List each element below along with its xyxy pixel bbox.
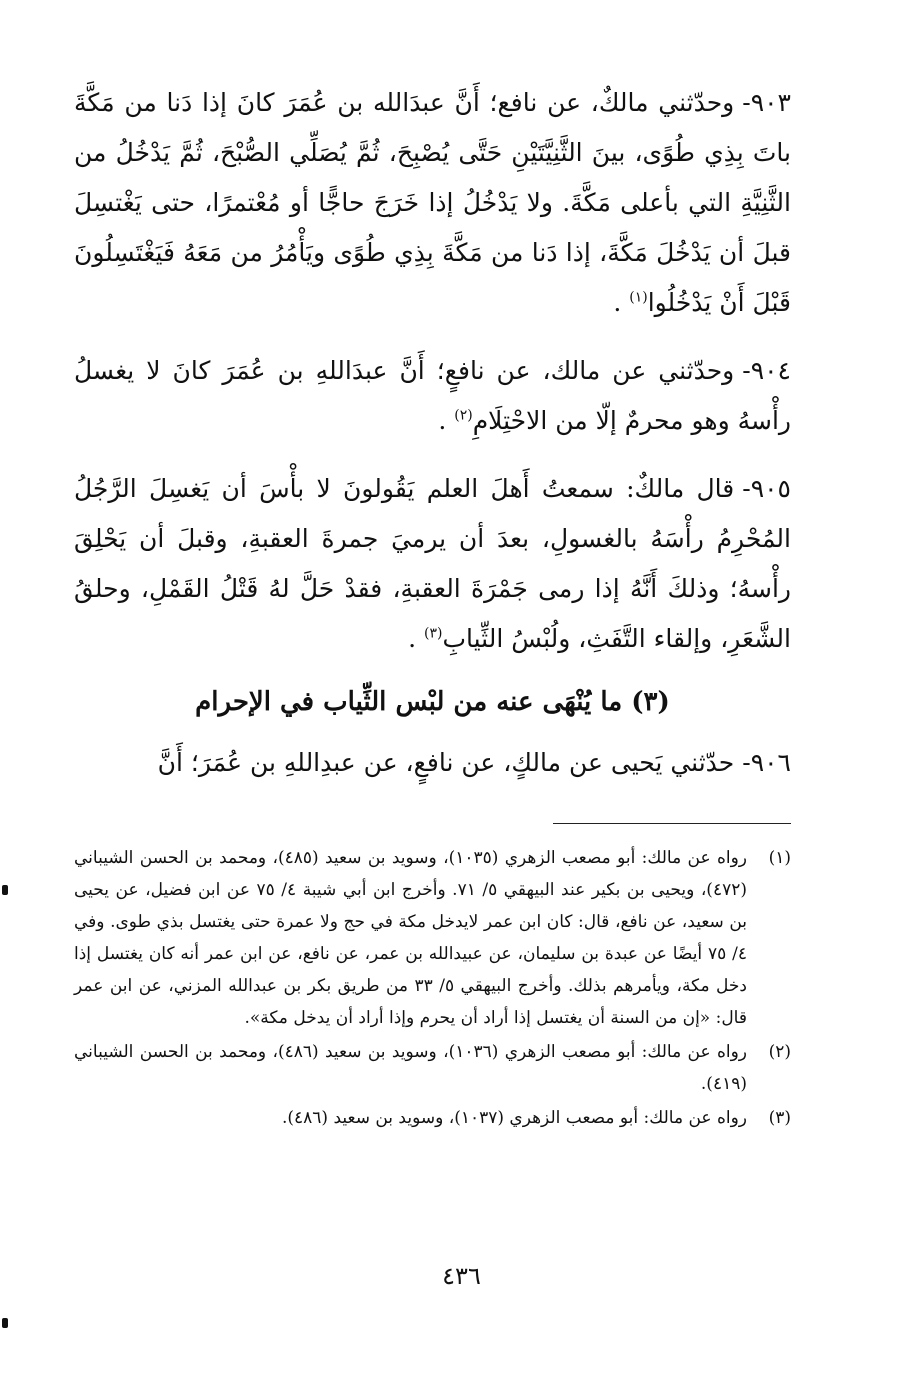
hadith-number: ٩٠٥- [742, 474, 791, 503]
footnote-ref[interactable]: (١) [629, 289, 648, 306]
hadith-text: حدّثني يَحيى عن مالكٍ، عن نافعٍ، عن عبدِاللهِ بن عُمَرَ؛ أَنَّ [157, 748, 735, 777]
footnote-separator [553, 823, 791, 824]
scan-mark [2, 885, 8, 895]
hadith-904 [74, 346, 791, 446]
page-number: ٤٣٦ [442, 1262, 481, 1290]
footnote-number: (١) [768, 848, 791, 868]
footnote-number: (٢) [768, 1042, 791, 1062]
hadith-905 [74, 464, 791, 664]
footnote-ref[interactable]: (٣) [424, 625, 443, 642]
hadith-number: ٩٠٦- [742, 748, 791, 777]
footnote-1 [74, 842, 791, 1034]
footnote-text: رواه عن مالك: أبو مصعب الزهري (١٠٣٥)، وسويد بن سعيد (٤٨٥)، ومحمد بن الحسن الشيباني (٤٧٢)، ويحيى بن بكير عند البيهقي ٥/ ٧١. وأخرج ابن أبي شيبة ٤/ ٧٥ عن ابن فضيل، عن يحيى بن سعيد، عن نافع، قال: كان ابن عمر لايدخل مكة في حج ولا عمرة حتى يغتسل بذي طوى. وفي ٤/ ٧٥ أيضًا عن عبدة بن سليمان، عن عبيدالله بن عمر، عن نافع، عن ابن عمر أنه كان يغتسل إذا دخل مكة، ويأمرهم بذلك. وأخرج البيهقي ٥/ ٣٣ من طريق بكر بن عبدالله المزني، عن ابن عمر قال: «إن من السنة أن يغتسل إذا أراد أن يحرم وإذا أراد أن يدخل مكة». [74, 848, 747, 1028]
footnote-ref[interactable]: (٢) [454, 407, 473, 424]
scan-mark [2, 1318, 8, 1328]
sentence-end: . [438, 406, 455, 435]
footnote-text: رواه عن مالك: أبو مصعب الزهري (١٠٣٦)، وسويد بن سعيد (٤٨٦)، ومحمد بن الحسن الشيباني (٤١٩). [74, 1042, 747, 1094]
footnote-number: (٣) [768, 1108, 791, 1128]
hadith-906 [74, 738, 791, 788]
footnote-text: رواه عن مالك: أبو مصعب الزهري (١٠٣٧)، وسويد بن سعيد (٤٨٦). [281, 1108, 747, 1128]
footnote-3 [74, 1102, 791, 1134]
sentence-end: . [408, 624, 425, 653]
sentence-end: . [613, 288, 630, 317]
hadith-number: ٩٠٤- [742, 356, 791, 385]
footnotes [74, 842, 791, 1136]
hadith-text: وحدّثني مالكٌ، عن نافع؛ أَنَّ عبدَالله بن عُمَرَ كانَ إذا دَنا من مَكَّةَ باتَ بِذِي طُوًى، بينَ الثَّنِيَّتَيْنِ حَتَّى يُصْبِحَ، ثُمَّ يُصَلِّي الصُّبْحَ، ثُمَّ يَدْخُلُ من الثَّنِيَّةِ التي بأعلى مَكَّةَ. ولا يَدْخُلُ إذا خَرَجَ حاجًّا أو مُعْتمرًا، حتى يَغْتسِلَ قبلَ أن يَدْخُلَ مَكَّةَ، إذا دَنا من مَكَّةَ بِذِي طُوًى ويَأْمُرُ من مَعَهُ فَيَغْتَسِلُونَ قَبْلَ أَنْ يَدْخُلُوا [74, 88, 791, 317]
hadith-903 [74, 78, 791, 328]
hadith-number: ٩٠٣- [742, 88, 791, 117]
hadith-text: وحدّثني عن مالك، عن نافعٍ؛ أَنَّ عبدَاللهِ بن عُمَرَ كانَ لا يغسلُ رأْسهُ وهو محرمٌ إلّا من الاحْتِلَامِ [74, 356, 791, 435]
footnote-2 [74, 1036, 791, 1100]
chapter-heading: (٣) ما يُنْهَى عنه من لبْس الثِّياب في الإحرام [195, 687, 670, 717]
main-text [74, 78, 791, 788]
hadith-text: قال مالكٌ: سمعتُ أَهلَ العلم يَقُولونَ لا بأْسَ أن يَغسِلَ الرَّجُلُ المُحْرِمُ رأْسَهُ بالغسولِ، بعدَ أن يرميَ جمرةَ العقبةِ، وقبلَ أن يَحْلِقَ رأْسهُ؛ وذلكَ أَنَّهُ إذا رمى جَمْرَةَ العقبةِ، فقدْ حَلَّ لهُ قَتْلُ القَمْلِ، وحلقُ الشَّعَرِ، وإلقاء التَّفَثِ، ولُبْسُ الثِّيابِ [74, 474, 791, 653]
